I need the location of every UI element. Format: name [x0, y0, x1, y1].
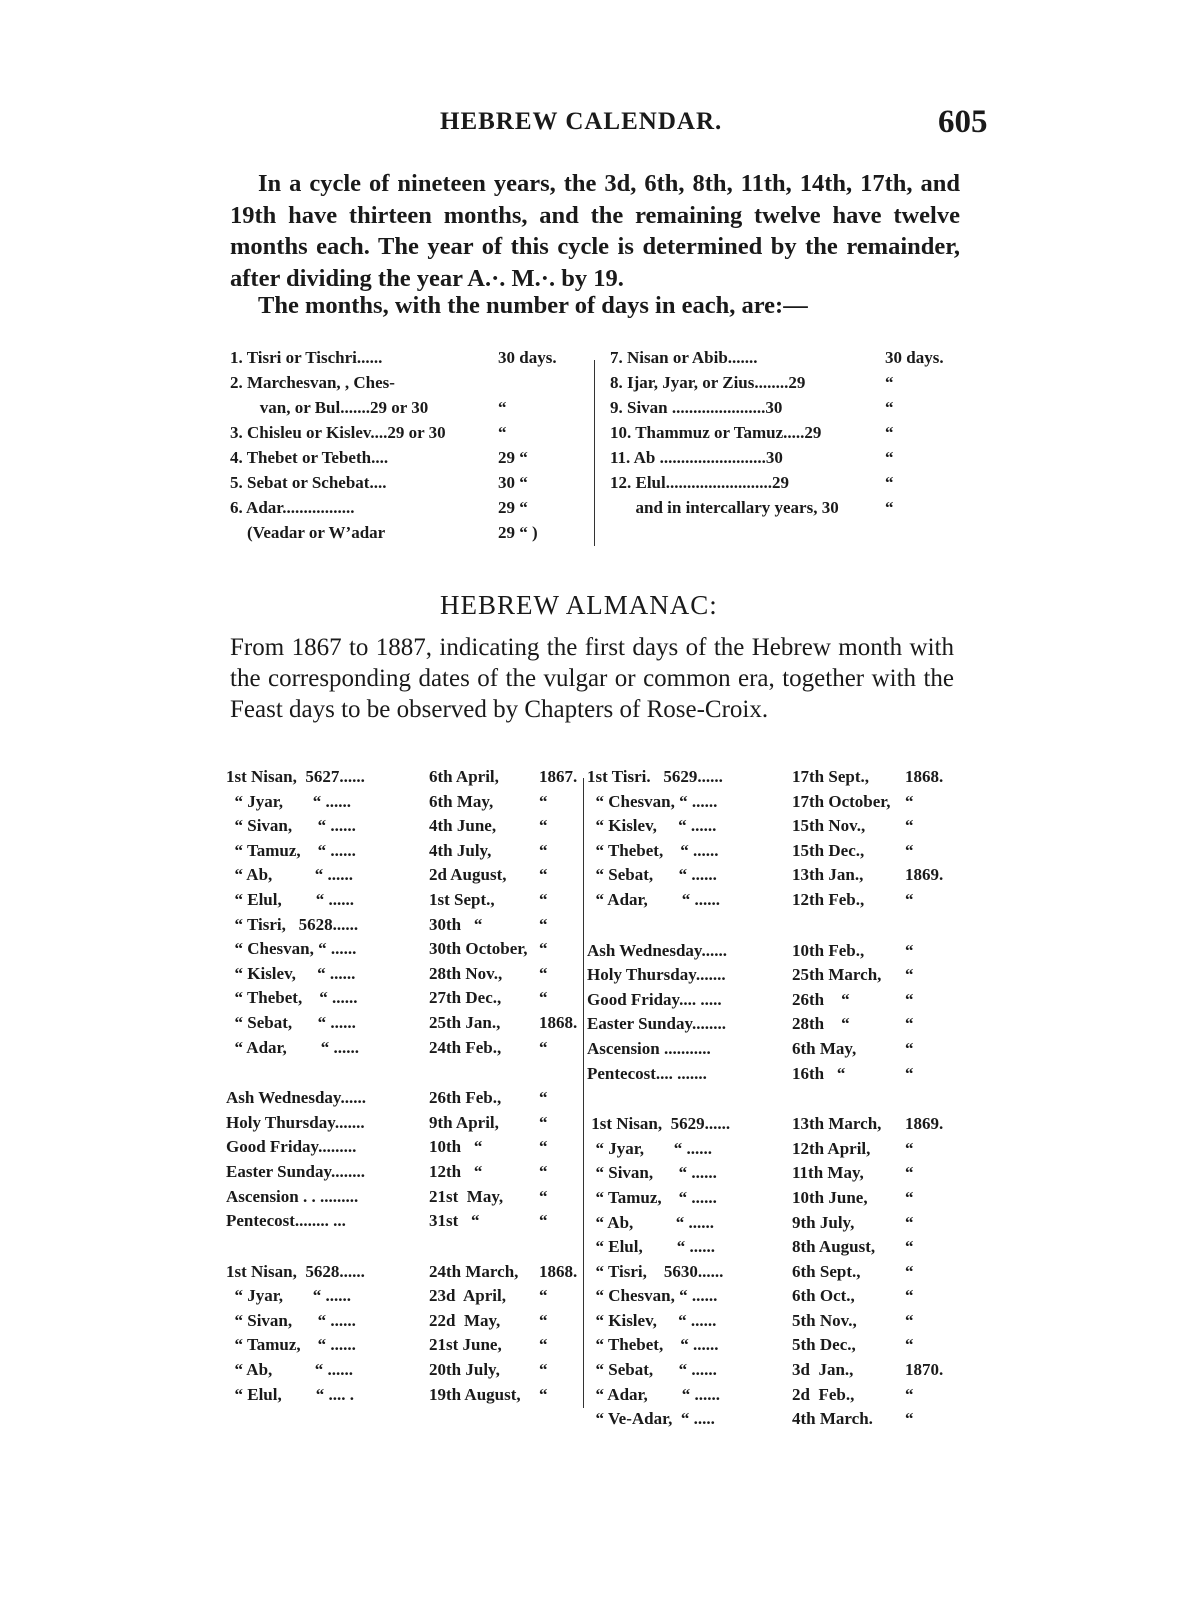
page-number: 605: [938, 104, 988, 140]
almanac-cell-a: “ Tisri, 5628......: [226, 914, 359, 934]
almanac-cell-c: “: [539, 1186, 548, 1206]
almanac-cell-a: “ Sebat, “ ......: [226, 1012, 356, 1032]
almanac-row: [226, 767, 581, 792]
almanac-row: [226, 988, 581, 1013]
months-lead: The months, with the number of days in each, are:—: [258, 292, 808, 319]
almanac-cell-c: “: [905, 1335, 914, 1355]
almanac-cell-b: 15th Dec.,: [792, 840, 865, 860]
month-row: [230, 373, 580, 398]
almanac-cell-a: “ Ab, “ ......: [587, 1212, 715, 1232]
almanac-row: [226, 1262, 581, 1287]
almanac-cell-a: “ Thebet, “ ......: [587, 840, 719, 860]
almanac-cell-b: 2d Feb.,: [792, 1384, 855, 1404]
month-name: 1. Tisri or Tischri......: [230, 348, 383, 367]
almanac-cell-a: “ Sivan, “ ......: [226, 816, 356, 836]
almanac-cell-c: 1869.: [905, 1114, 944, 1134]
almanac-cell-c: “: [905, 1409, 914, 1429]
month-name: 12. Elul.........................29: [610, 473, 789, 492]
almanac-row: [587, 890, 962, 915]
almanac-cell-b: 16th “: [792, 1063, 846, 1083]
almanac-intro: From 1867 to 1887, indicating the first days of the Hebrew month with the corresponding dates of the vulgar or common era, together with the Feast days to be observed by Chapters of Rose-Croix.: [230, 634, 954, 723]
almanac-cell-b: 24th March,: [429, 1261, 519, 1281]
almanac-cell-c: 1869.: [905, 865, 944, 885]
almanac-cell-a: “ Adar, “ ......: [226, 1037, 360, 1057]
almanac-cell-b: 30th “: [429, 914, 483, 934]
column-divider: [583, 778, 584, 1408]
almanac-cell-b: 8th August,: [792, 1237, 876, 1257]
almanac-cell-c: “: [539, 1384, 548, 1404]
month-name: and in intercallary years, 30: [610, 498, 839, 517]
almanac-cell-c: “: [905, 1063, 914, 1083]
almanac-row: [226, 841, 581, 866]
almanac-cell-c: “: [905, 1384, 914, 1404]
almanac-cell-b: 25th March,: [792, 965, 882, 985]
almanac-row: [226, 915, 581, 940]
almanac-cell-a: Good Friday.........: [226, 1137, 357, 1157]
almanac-cell-c: “: [905, 791, 914, 811]
almanac-cell-c: “: [905, 1187, 914, 1207]
month-days: 29 “: [498, 498, 528, 517]
month-days: 30 days.: [885, 348, 944, 367]
almanac-cell-c: “: [905, 1286, 914, 1306]
almanac-cell-c: “: [905, 965, 914, 985]
almanac-cell-c: “: [539, 988, 548, 1008]
almanac-cell-b: 6th April,: [429, 767, 499, 786]
almanac-row: [226, 1286, 581, 1311]
almanac-cell-a: Good Friday.... .....: [587, 989, 722, 1009]
almanac-cell-a: “ Sebat, “ ......: [587, 1360, 717, 1380]
almanac-cell-b: 6th Oct.,: [792, 1286, 855, 1306]
almanac-row: [587, 1139, 962, 1164]
almanac-row: [587, 1311, 962, 1336]
almanac-cell-c: “: [539, 1211, 548, 1231]
almanac-cell-c: “: [905, 1163, 914, 1183]
almanac-row: [226, 1335, 581, 1360]
almanac-cell-b: 27th Dec.,: [429, 988, 502, 1008]
almanac-row: [587, 841, 962, 866]
almanac-cell-c: “: [539, 963, 548, 983]
almanac-cell-c: “: [539, 1360, 548, 1380]
month-row: [230, 523, 580, 548]
almanac-row: [226, 816, 581, 841]
block-gap: [226, 1062, 581, 1088]
almanac-cell-b: 4th June,: [429, 816, 497, 836]
almanac-row: [587, 1237, 962, 1262]
almanac-cell-a: “ Jyar, “ ......: [226, 1286, 351, 1306]
almanac-cell-b: 25th Jan.,: [429, 1012, 501, 1032]
almanac-cell-c: “: [539, 1112, 548, 1132]
almanac-cell-c: “: [539, 1161, 548, 1181]
almanac-row: [587, 1014, 962, 1039]
almanac-cell-c: “: [539, 1310, 548, 1330]
almanac-cell-b: 4th March.: [792, 1409, 873, 1429]
month-days: “: [885, 448, 894, 467]
almanac-row: [587, 1064, 962, 1089]
almanac-row: [226, 1137, 581, 1162]
month-row: [230, 398, 580, 423]
almanac-cell-a: Easter Sunday........: [226, 1161, 366, 1181]
almanac-row: [587, 1409, 962, 1434]
almanac-row: [587, 1213, 962, 1238]
month-row: [230, 498, 580, 523]
almanac-cell-a: “ Ve-Adar, “ .....: [587, 1409, 715, 1429]
almanac-cell-a: 1st Nisan, 5627......: [226, 767, 365, 786]
almanac-cell-c: “: [905, 1237, 914, 1257]
almanac-cell-b: 12th April,: [792, 1138, 871, 1158]
month-days: “: [885, 473, 894, 492]
almanac-cell-a: “ Tamuz, “ ......: [587, 1187, 717, 1207]
month-days: “: [885, 398, 894, 417]
almanac-cell-b: 2d August,: [429, 865, 507, 885]
almanac-cell-b: 9th July,: [792, 1212, 855, 1232]
almanac-cell-a: “ Jyar, “ ......: [587, 1138, 712, 1158]
almanac-cell-c: 1868.: [539, 1012, 578, 1032]
month-row: [230, 448, 580, 473]
almanac-row: [226, 1113, 581, 1138]
almanac-cell-c: “: [539, 889, 548, 909]
almanac-cell-a: “ Chesvan, “ ......: [587, 791, 718, 811]
almanac-row: [226, 1038, 581, 1063]
almanac-cell-b: 30th October,: [429, 939, 528, 959]
almanac-cell-b: 6th May,: [792, 1038, 857, 1058]
month-days: “: [885, 423, 894, 442]
almanac-row: [587, 1286, 962, 1311]
block-gap: [587, 1088, 962, 1114]
running-head: HEBREW CALENDAR.: [440, 108, 723, 135]
almanac-cell-c: “: [905, 889, 914, 909]
almanac-cell-c: “: [905, 1261, 914, 1281]
almanac-cell-a: Ascension . . .........: [226, 1186, 359, 1206]
almanac-cell-b: 13th March,: [792, 1114, 882, 1134]
almanac-cell-a: “ Thebet, “ ......: [587, 1335, 719, 1355]
almanac-row: [226, 1162, 581, 1187]
almanac-cell-b: 26th “: [792, 989, 850, 1009]
almanac-row: [587, 1039, 962, 1064]
almanac-cell-c: “: [905, 1310, 914, 1330]
almanac-column-left: [226, 767, 581, 1409]
almanac-row: [226, 1211, 581, 1236]
almanac-cell-c: “: [905, 1138, 914, 1158]
almanac-cell-b: 6th May,: [429, 791, 494, 811]
almanac-cell-a: 1st Nisan, 5629......: [587, 1114, 731, 1134]
month-days: “: [885, 498, 894, 517]
almanac-cell-b: 21st June,: [429, 1335, 502, 1355]
almanac-cell-b: 13th Jan.,: [792, 865, 864, 885]
almanac-cell-a: Pentecost.... .......: [587, 1063, 707, 1083]
month-name: 7. Nisan or Abib.......: [610, 348, 758, 367]
almanac-cell-a: “ Elul, “ .... .: [226, 1384, 354, 1404]
month-name: 11. Ab .........................30: [610, 448, 783, 467]
almanac-row: [226, 964, 581, 989]
almanac-cell-a: “ Tisri, 5630......: [587, 1261, 724, 1281]
month-days: “: [498, 423, 507, 442]
almanac-row: [587, 1262, 962, 1287]
almanac-row: [587, 767, 962, 792]
almanac-cell-a: “ Kislev, “ ......: [587, 1310, 717, 1330]
almanac-cell-b: 6th Sept.,: [792, 1261, 861, 1281]
almanac-cell-a: 1st Nisan, 5628......: [226, 1261, 365, 1281]
month-row: [610, 498, 962, 523]
almanac-cell-c: “: [539, 1037, 548, 1057]
almanac-cell-c: “: [539, 1286, 548, 1306]
month-days: 30 “: [498, 473, 528, 492]
almanac-cell-a: “ Sebat, “ ......: [587, 865, 717, 885]
almanac-cell-a: Easter Sunday........: [587, 1014, 727, 1034]
almanac-row: [587, 1335, 962, 1360]
almanac-row: [226, 890, 581, 915]
block-gap: [587, 915, 962, 941]
almanac-cell-a: “ Ab, “ ......: [226, 1360, 354, 1380]
almanac-cell-a: Ash Wednesday......: [587, 940, 727, 960]
almanac-cell-b: 17th October,: [792, 791, 891, 811]
almanac-cell-b: 10th June,: [792, 1187, 868, 1207]
almanac-cell-b: 17th Sept.,: [792, 767, 869, 786]
almanac-cell-a: “ Kislev, “ ......: [226, 963, 356, 983]
almanac-cell-a: 1st Tisri. 5629......: [587, 767, 723, 786]
almanac-title: HEBREW ALMANAC:: [440, 590, 718, 620]
almanac-cell-a: Holy Thursday.......: [587, 965, 726, 985]
month-name: 5. Sebat or Schebat....: [230, 473, 387, 492]
almanac-cell-a: “ Elul, “ ......: [226, 889, 354, 909]
month-name: 3. Chisleu or Kislev....29 or 30: [230, 423, 446, 442]
almanac-cell-a: Ascension ...........: [587, 1038, 711, 1058]
almanac-row: [226, 1013, 581, 1038]
almanac-cell-b: 5th Nov.,: [792, 1310, 857, 1330]
almanac-cell-c: “: [539, 939, 548, 959]
almanac-cell-b: 10th Feb.,: [792, 940, 865, 960]
almanac-cell-c: “: [905, 1038, 914, 1058]
almanac-cell-b: 9th April,: [429, 1112, 499, 1132]
month-days: 29 “: [498, 448, 528, 467]
month-name: 10. Thammuz or Tamuz.....29: [610, 423, 822, 442]
almanac-cell-b: 22d May,: [429, 1310, 501, 1330]
almanac-row: [587, 990, 962, 1015]
almanac-cell-c: “: [539, 914, 548, 934]
almanac-cell-b: 15th Nov.,: [792, 816, 866, 836]
month-row: [610, 348, 962, 373]
almanac-cell-a: Holy Thursday.......: [226, 1112, 365, 1132]
almanac-cell-c: “: [905, 1014, 914, 1034]
almanac-row: [226, 865, 581, 890]
almanac-row: [226, 792, 581, 817]
almanac-cell-a: “ Jyar, “ ......: [226, 791, 351, 811]
almanac-cell-c: “: [539, 840, 548, 860]
almanac-cell-a: “ Elul, “ ......: [587, 1237, 715, 1257]
almanac-cell-b: 19th August,: [429, 1384, 521, 1404]
almanac-cell-b: 23d April,: [429, 1286, 506, 1306]
almanac-cell-a: “ Chesvan, “ ......: [587, 1286, 718, 1306]
almanac-cell-a: “ Chesvan, “ ......: [226, 939, 357, 959]
month-days: “: [498, 398, 507, 417]
almanac-cell-c: 1870.: [905, 1360, 944, 1380]
almanac-cell-b: 31st “: [429, 1211, 480, 1231]
month-name: 6. Adar.................: [230, 498, 355, 517]
almanac-cell-a: “ Sivan, “ ......: [226, 1310, 356, 1330]
almanac-row: [587, 1163, 962, 1188]
almanac-cell-c: 1867.: [539, 767, 578, 786]
almanac-cell-c: “: [905, 1212, 914, 1232]
almanac-cell-b: 26th Feb.,: [429, 1088, 502, 1108]
almanac-cell-a: “ Adar, “ ......: [587, 1384, 721, 1404]
month-row: [230, 423, 580, 448]
almanac-row: [587, 1385, 962, 1410]
almanac-cell-c: “: [905, 989, 914, 1009]
almanac-cell-b: 11th May,: [792, 1163, 864, 1183]
month-days: 30 days.: [498, 348, 557, 367]
month-name: 2. Marchesvan, , Ches-: [230, 373, 395, 392]
almanac-cell-b: 28th Nov.,: [429, 963, 503, 983]
almanac-cell-c: “: [905, 816, 914, 836]
almanac-cell-a: “ Thebet, “ ......: [226, 988, 358, 1008]
intro-paragraph: In a cycle of nineteen years, the 3d, 6th, 8th, 11th, 14th, 17th, and 19th have thirteen months, and the remaining twelve have twelve months each. The year of this cycle is determined by the remainder, after dividing the year A.·. M.·. by 19.: [230, 170, 960, 292]
almanac-cell-a: Ash Wednesday......: [226, 1088, 366, 1108]
almanac-row: [226, 1311, 581, 1336]
almanac-cell-c: “: [905, 840, 914, 860]
almanac-cell-b: 5th Dec.,: [792, 1335, 856, 1355]
month-name: (Veadar or W’adar: [230, 523, 386, 542]
almanac-row: [226, 1187, 581, 1212]
month-row: [610, 473, 962, 498]
months-list-right: [610, 348, 962, 523]
almanac-row: [587, 965, 962, 990]
almanac-cell-a: “ Tamuz, “ ......: [226, 1335, 356, 1355]
month-row: [610, 373, 962, 398]
almanac-cell-b: 1st Sept.,: [429, 889, 495, 909]
almanac-cell-b: 12th Feb.,: [792, 889, 865, 909]
month-name: 8. Ijar, Jyar, or Zius........29: [610, 373, 806, 392]
almanac-cell-b: 10th “: [429, 1137, 483, 1157]
almanac-cell-c: “: [539, 1137, 548, 1157]
almanac-cell-b: 4th July,: [429, 840, 492, 860]
almanac-cell-a: “ Adar, “ ......: [587, 889, 721, 909]
month-row: [230, 473, 580, 498]
almanac-cell-c: 1868.: [539, 1261, 578, 1281]
almanac-cell-a: “ Sivan, “ ......: [587, 1163, 717, 1183]
almanac-row: [226, 1360, 581, 1385]
almanac-cell-b: 21st May,: [429, 1186, 504, 1206]
almanac-cell-c: 1868.: [905, 767, 944, 786]
almanac-cell-c: “: [539, 865, 548, 885]
almanac-cell-c: “: [539, 791, 548, 811]
almanac-row: [587, 865, 962, 890]
almanac-row: [587, 816, 962, 841]
month-name: 9. Sivan ......................30: [610, 398, 783, 417]
almanac-cell-a: “ Ab, “ ......: [226, 865, 354, 885]
almanac-row: [587, 792, 962, 817]
almanac-cell-a: “ Kislev, “ ......: [587, 816, 717, 836]
month-name: 4. Thebet or Tebeth....: [230, 448, 389, 467]
almanac-cell-b: 20th July,: [429, 1360, 500, 1380]
almanac-row: [587, 1188, 962, 1213]
month-row: [610, 398, 962, 423]
almanac-row: [226, 1088, 581, 1113]
almanac-column-right: [587, 767, 962, 1434]
almanac-cell-b: 12th “: [429, 1161, 483, 1181]
almanac-row: [226, 939, 581, 964]
almanac-row: [226, 1385, 581, 1410]
month-days: “: [885, 373, 894, 392]
almanac-cell-a: “ Tamuz, “ ......: [226, 840, 356, 860]
almanac-row: [587, 1114, 962, 1139]
almanac-cell-c: “: [539, 1335, 548, 1355]
column-divider: [594, 360, 595, 546]
almanac-row: [587, 1360, 962, 1385]
month-row: [610, 423, 962, 448]
almanac-cell-c: “: [539, 816, 548, 836]
almanac-cell-c: “: [905, 940, 914, 960]
month-row: [230, 348, 580, 373]
month-row: [610, 448, 962, 473]
month-days: 29 “ ): [498, 523, 538, 542]
block-gap: [226, 1236, 581, 1262]
months-list-left: [230, 348, 580, 548]
almanac-cell-a: Pentecost........ ...: [226, 1211, 346, 1231]
almanac-cell-b: 24th Feb.,: [429, 1037, 502, 1057]
almanac-row: [587, 941, 962, 966]
almanac-cell-b: 28th “: [792, 1014, 850, 1034]
month-name: van, or Bul.......29 or 30: [230, 398, 429, 417]
almanac-cell-b: 3d Jan.,: [792, 1360, 854, 1380]
almanac-cell-c: “: [539, 1088, 548, 1108]
